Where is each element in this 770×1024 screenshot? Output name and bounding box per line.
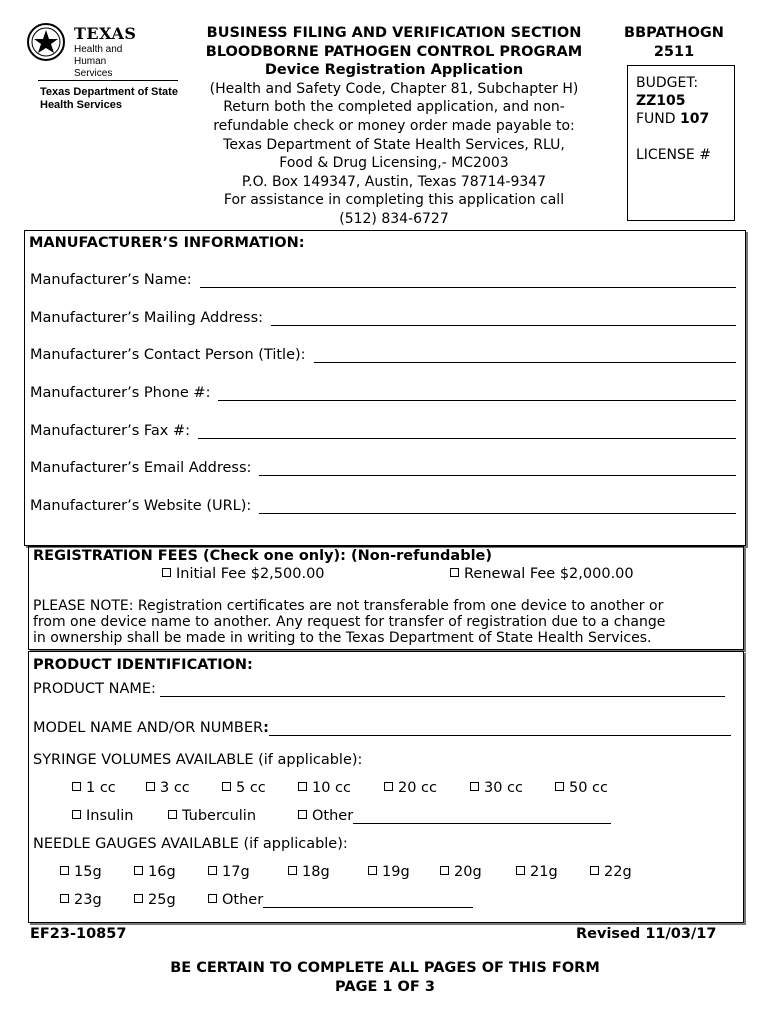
checkbox-icon[interactable] [222,782,231,791]
checkbox-icon[interactable] [555,782,564,791]
renewal-fee-checkbox[interactable] [450,568,459,577]
needle-15g-option[interactable]: 15g [60,864,102,880]
form-id: EF23-10857 [30,926,127,942]
needle-16g-option[interactable]: 16g [134,864,176,880]
form-title: Device Registration Application [264,62,524,79]
needle-other-line[interactable] [263,893,473,908]
manufacturer-title: MANUFACTURER’S INFORMATION: [29,235,305,251]
texas-seal-icon [26,22,66,62]
checkbox-icon[interactable] [60,866,69,875]
syringe-5cc-option[interactable]: 5 cc [222,780,266,796]
budget-value: ZZ105 [636,93,686,109]
needle-label: NEEDLE GAUGES AVAILABLE (if applicable): [33,836,348,852]
manufacturer-website-field[interactable]: Manufacturer’s Website (URL): [30,498,736,514]
checkbox-icon[interactable] [440,866,449,875]
logo-texas-text: TEXAS [74,24,137,43]
checkbox-icon[interactable] [72,782,81,791]
needle-22g-option[interactable]: 22g [590,864,632,880]
manufacturer-name-field[interactable]: Manufacturer’s Name: [30,272,736,288]
header-line: P.O. Box 149347, Austin, Texas 78714-9347 [241,173,547,190]
form-header [172,24,616,229]
logo-hhs-text: Health and Human Services [74,44,123,79]
checkbox-icon[interactable] [146,782,155,791]
checkbox-icon[interactable] [72,810,81,819]
checkbox-icon[interactable] [470,782,479,791]
revised-date: Revised 11/03/17 [576,926,717,942]
needle-25g-option[interactable]: 25g [134,892,176,908]
phone-number: (512) 834-6727 [339,210,449,227]
model-name-field[interactable]: MODEL NAME AND/OR NUMBER: [33,720,731,736]
checkbox-icon[interactable] [134,894,143,903]
renewal-fee-option[interactable]: Renewal Fee $2,000.00 [450,566,634,582]
fees-title: REGISTRATION FEES (Check one only): (Non-refundable) [33,548,493,564]
initial-fee-option[interactable]: Initial Fee $2,500.00 [162,566,325,582]
syringe-1cc-option[interactable]: 1 cc [72,780,116,796]
checkbox-icon[interactable] [298,810,307,819]
syringe-3cc-option[interactable]: 3 cc [146,780,190,796]
syringe-insulin-option[interactable]: Insulin [72,808,133,824]
header-line: refundable check or money order made payable to: [213,117,575,134]
needle-23g-option[interactable]: 23g [60,892,102,908]
needle-17g-option[interactable]: 17g [208,864,250,880]
needle-18g-option[interactable]: 18g [288,864,330,880]
syringe-other-option[interactable]: Other [298,808,611,824]
checkbox-icon[interactable] [208,866,217,875]
checkbox-icon[interactable] [134,866,143,875]
budget-box [627,65,735,221]
manufacturer-mailing-field[interactable]: Manufacturer’s Mailing Address: [30,310,736,326]
fees-note: PLEASE NOTE: Registration certificates are not transferable from one device to another or from one device name to another. Any request for transfer of registration due to a change in ownership shall be made in writing to the Texas Department of State Health Services. [33,598,666,646]
checkbox-icon[interactable] [298,782,307,791]
product-title: PRODUCT IDENTIFICATION: [33,657,253,673]
syringe-tuberculin-option[interactable]: Tuberculin [168,808,256,824]
syringe-50cc-option[interactable]: 50 cc [555,780,608,796]
needle-other-option[interactable]: Other [208,892,473,908]
syringe-10cc-option[interactable]: 10 cc [298,780,351,796]
checkbox-icon[interactable] [590,866,599,875]
checkbox-icon[interactable] [368,866,377,875]
footer-notice: BE CERTAIN TO COMPLETE ALL PAGES OF THIS FORM PAGE 1 OF 3 [0,959,770,997]
logo-dshs-text: Texas Department of State Health Services [40,86,178,111]
manufacturer-contact-field[interactable]: Manufacturer’s Contact Person (Title): [30,347,736,363]
page-number: PAGE 1 OF 3 [335,979,435,995]
syringe-label: SYRINGE VOLUMES AVAILABLE (if applicable): [33,752,363,768]
syringe-other-line[interactable] [353,809,611,824]
header-line: Texas Department of State Health Services, RLU, [223,136,565,153]
syringe-30cc-option[interactable]: 30 cc [470,780,523,796]
manufacturer-email-field[interactable]: Manufacturer’s Email Address: [30,460,736,476]
checkbox-icon[interactable] [60,894,69,903]
header-line: Food & Drug Licensing,- MC2003 [279,155,509,172]
manufacturer-fax-field[interactable]: Manufacturer’s Fax #: [30,423,736,439]
header-line: For assistance in completing this application call [223,192,565,209]
fund-row: FUND 107 [636,111,710,127]
section-title: BUSINESS FILING AND VERIFICATION SECTION [206,25,582,41]
license-label: LICENSE # [636,147,711,163]
budget-label: BUDGET: [636,75,699,91]
manufacturer-phone-field[interactable]: Manufacturer’s Phone #: [30,385,736,401]
checkbox-icon[interactable] [168,810,177,819]
checkbox-icon[interactable] [516,866,525,875]
checkbox-icon[interactable] [288,866,297,875]
syringe-20cc-option[interactable]: 20 cc [384,780,437,796]
needle-19g-option[interactable]: 19g [368,864,410,880]
program-title: BLOODBORNE PATHOGEN CONTROL PROGRAM [205,43,583,60]
checkbox-icon[interactable] [208,894,217,903]
logo-divider [38,80,178,81]
needle-21g-option[interactable]: 21g [516,864,558,880]
header-line: (Health and Safety Code, Chapter 81, Subchapter H) [209,80,579,97]
header-line: Return both the completed application, and non- [223,99,565,116]
program-code: BBPATHOGN 2511 [624,25,724,60]
product-name-field[interactable]: PRODUCT NAME: [33,681,725,697]
checkbox-icon[interactable] [384,782,393,791]
needle-20g-option[interactable]: 20g [440,864,482,880]
initial-fee-checkbox[interactable] [162,568,171,577]
